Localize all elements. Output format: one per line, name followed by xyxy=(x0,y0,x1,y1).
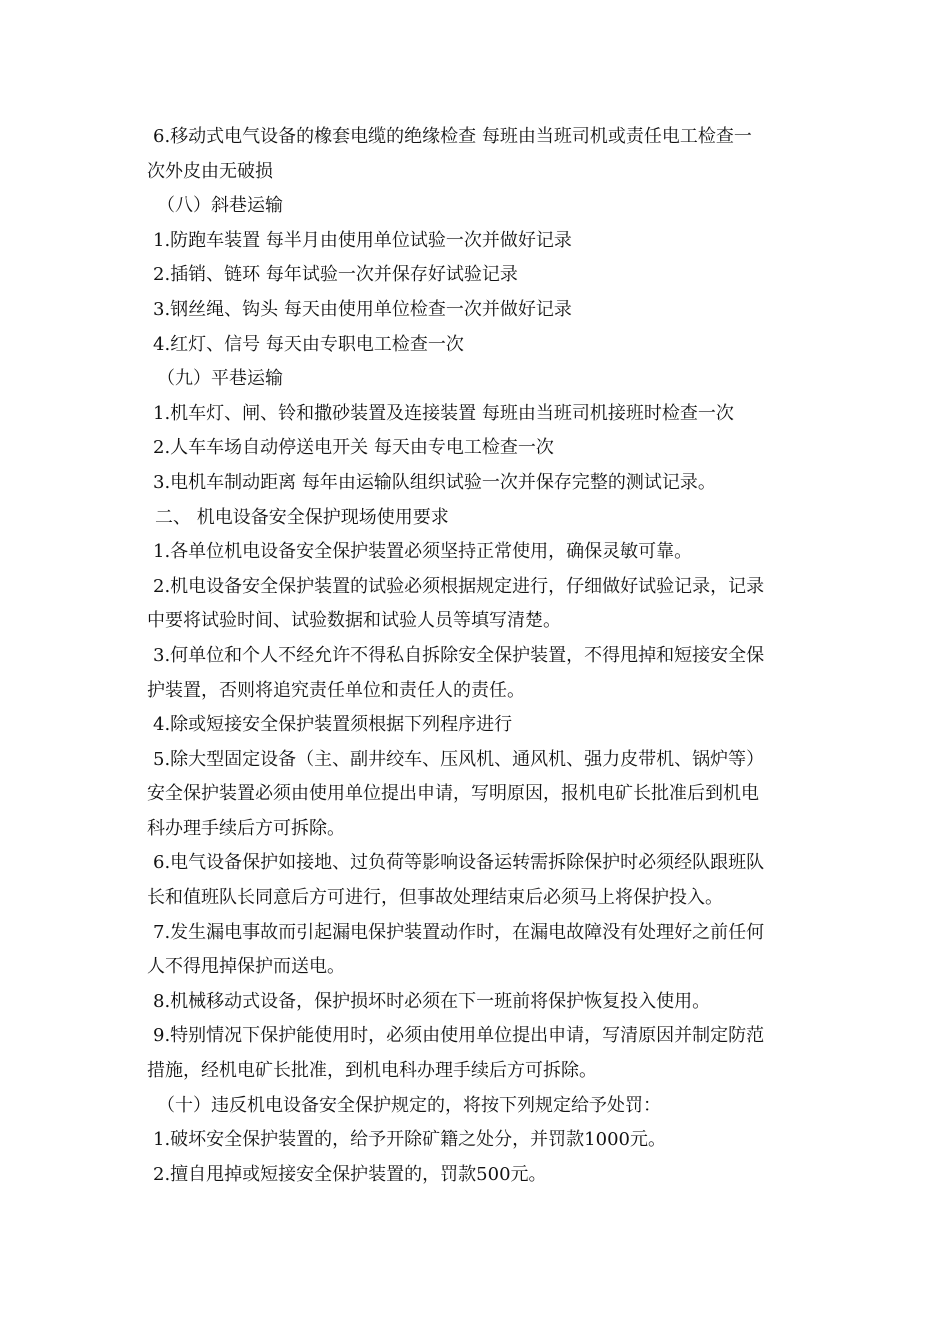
text-line: 2.擅自甩掉或短接安全保护装置的，罚款500元。 xyxy=(153,1163,547,1185)
text-line: 6.电气设备保护如接地、过负荷等影响设备运转需拆除保护时必须经队跟班队 xyxy=(153,852,765,874)
text-line: 人不得甩掉保护而送电。 xyxy=(147,956,345,978)
text-line: 7.发生漏电事故而引起漏电保护装置动作时，在漏电故障没有处理好之前任何 xyxy=(153,921,765,943)
text-line: 3.电机车制动距离 每年由运输队组织试验一次并保存完整的测试记录。 xyxy=(153,471,716,493)
text-line: 安全保护装置必须由使用单位提出申请，写明原因，报机电矿长批准后到机电 xyxy=(147,783,759,805)
text-line: 3.钢丝绳、钩头 每天由使用单位检查一次并做好记录 xyxy=(153,298,572,320)
text-line: 9.特别情况下保护能使用时，必须由使用单位提出申请，写清原因并制定防范 xyxy=(153,1025,765,1047)
text-line: 中要将试验时间、试验数据和试验人员等填写清楚。 xyxy=(147,610,561,632)
text-line: 5.除大型固定设备（主、副井绞车、压风机、通风机、强力皮带机、锅炉等） xyxy=(153,748,765,770)
text-line: 次外皮由无破损 xyxy=(147,160,273,182)
text-line: 6.移动式电气设备的橡套电缆的绝缘检查 每班由当班司机或责任电工检查一 xyxy=(153,126,752,147)
chapter-heading: 二、 机电设备安全保护现场使用要求 xyxy=(155,506,449,528)
section-heading: （十）违反机电设备安全保护规定的，将按下列规定给予处罚： xyxy=(157,1094,661,1116)
text-line: 3.何单位和个人不经允许不得私自拆除安全保护装置，不得甩掉和短接安全保 xyxy=(153,644,765,666)
text-line: 4.红灯、信号 每天由专职电工检查一次 xyxy=(153,333,464,355)
text-line: 2.插销、链环 每年试验一次并保存好试验记录 xyxy=(153,264,518,286)
text-line: 措施，经机电矿长批准，到机电科办理手续后方可拆除。 xyxy=(147,1060,597,1082)
text-line: 1.破坏安全保护装置的，给予开除矿籍之处分，并罚款1000元。 xyxy=(153,1129,666,1151)
text-line: 2.机电设备安全保护装置的试验必须根据规定进行，仔细做好试验记录，记录 xyxy=(153,575,765,597)
text-line: 科办理手续后方可拆除。 xyxy=(147,817,345,839)
text-line: 8.机械移动式设备，保护损坏时必须在下一班前将保护恢复投入使用。 xyxy=(153,990,711,1012)
section-heading: （九）平巷运输 xyxy=(157,368,283,390)
text-line: 长和值班队长同意后方可进行，但事故处理结束后必须马上将保护投入。 xyxy=(147,887,723,909)
text-line: 2.人车车场自动停送电开关 每天由专电工检查一次 xyxy=(153,437,554,459)
section-heading: （八）斜巷运输 xyxy=(157,195,283,217)
text-line: 1.各单位机电设备安全保护装置必须坚持正常使用，确保灵敏可靠。 xyxy=(153,541,693,563)
text-line: 1.防跑车装置 每半月由使用单位试验一次并做好记录 xyxy=(153,229,572,251)
document-body xyxy=(147,120,827,1192)
text-line: 1.机车灯、闸、铃和撒砂装置及连接装置 每班由当班司机接班时检查一次 xyxy=(153,402,734,424)
text-line: 4.除或短接安全保护装置须根据下列程序进行 xyxy=(153,714,513,736)
text-line: 护装置，否则将追究责任单位和责任人的责任。 xyxy=(147,679,525,701)
